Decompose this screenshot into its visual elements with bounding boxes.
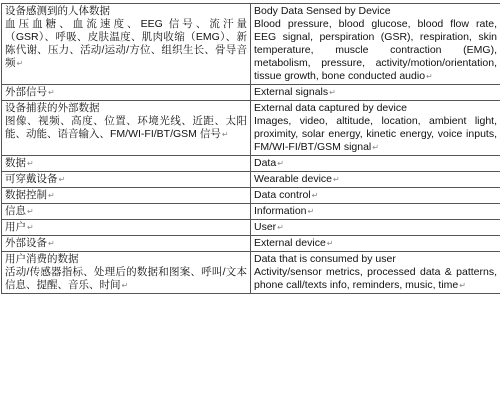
- cell-line: 设备感测到的人体数据: [5, 5, 110, 17]
- cell-line: External signals↵: [254, 86, 336, 98]
- english-cell: [251, 252, 500, 294]
- cell-line: Wearable device↵: [254, 173, 340, 185]
- chinese-cell: [2, 204, 251, 220]
- table-row: [2, 156, 500, 172]
- paragraph-mark-icon: ↵: [27, 223, 34, 232]
- cell-line: Data that is consumed by user: [254, 253, 396, 265]
- chinese-cell: [2, 85, 251, 101]
- chinese-cell: [2, 172, 251, 188]
- table-row: [2, 172, 500, 188]
- table-row: [2, 101, 500, 156]
- paragraph-mark-icon: ↵: [48, 88, 55, 97]
- cell-line: External data captured by device: [254, 102, 407, 114]
- chinese-cell: [2, 4, 251, 85]
- paragraph-mark-icon: ↵: [372, 143, 379, 152]
- chinese-cell: [2, 101, 251, 156]
- cell-line: 用户消费的数据: [5, 253, 79, 265]
- english-cell: [251, 172, 500, 188]
- table-row: [2, 85, 500, 101]
- english-cell: [251, 204, 500, 220]
- bilingual-term-table: [1, 3, 500, 294]
- cell-line: External device↵: [254, 237, 334, 249]
- paragraph-mark-icon: ↵: [48, 239, 55, 248]
- english-cell: [251, 85, 500, 101]
- cell-line: Body Data Sensed by Device: [254, 5, 391, 17]
- paragraph-mark-icon: ↵: [329, 88, 336, 97]
- table-row: [2, 236, 500, 252]
- paragraph-mark-icon: ↵: [27, 159, 34, 168]
- cell-line: 数据↵: [5, 157, 34, 169]
- paragraph-mark-icon: ↵: [307, 207, 315, 216]
- paragraph-mark-icon: ↵: [333, 175, 340, 184]
- chinese-cell: [2, 156, 251, 172]
- cell-line: Blood pressure, blood glucose, blood flow rate, EEG signal, perspiration (GSR), respiration, skin temperature, muscle contraction (EMG), metabolism, pressure, activity/motion/orientation, tissue growth, bone conducted audio↵: [254, 18, 497, 82]
- table-row: [2, 252, 500, 294]
- english-cell: [251, 156, 500, 172]
- paragraph-mark-icon: ↵: [459, 281, 466, 290]
- table-row: [2, 4, 500, 85]
- cell-line: 活动/传感器指标、处理后的数据和图案、呼叫/文本信息、提醒、音乐、时间↵: [5, 266, 247, 291]
- paragraph-mark-icon: ↵: [221, 130, 229, 139]
- cell-line: 血压血糖、血流速度、EEG 信号、流汗量（GSR）、呼吸、皮肤温度、肌肉收缩（EMG）、新陈代谢、压力、活动/运动/方位、组织生长、骨导音频↵: [5, 18, 247, 69]
- paragraph-mark-icon: ↵: [326, 239, 334, 248]
- cell-line: 设备捕获的外部数据: [5, 102, 100, 114]
- cell-line: Data↵: [254, 157, 284, 169]
- english-cell: [251, 4, 500, 85]
- paragraph-mark-icon: ↵: [311, 191, 319, 200]
- chinese-cell: [2, 188, 251, 204]
- paragraph-mark-icon: ↵: [27, 207, 34, 216]
- paragraph-mark-icon: ↵: [277, 159, 284, 168]
- paragraph-mark-icon: ↵: [121, 281, 129, 290]
- chinese-cell: [2, 220, 251, 236]
- cell-line: 数据控制↵: [5, 189, 55, 201]
- table-row: [2, 204, 500, 220]
- table-row: [2, 220, 500, 236]
- chinese-cell: [2, 252, 251, 294]
- english-cell: [251, 236, 500, 252]
- cell-line: Images, video, altitude, location, ambient light, proximity, solar energy, kinetic energy, voice inputs, FM/WI-FI/BT/GSM signal↵: [254, 115, 497, 153]
- cell-line: Activity/sensor metrics, processed data & patterns, phone call/texts info, reminders, music, time↵: [254, 266, 497, 291]
- cell-line: 可穿戴设备↵: [5, 173, 66, 185]
- paragraph-mark-icon: ↵: [48, 191, 55, 200]
- english-cell: [251, 188, 500, 204]
- paragraph-mark-icon: ↵: [426, 72, 433, 81]
- cell-line: 图像、视频、高度、位置、环境光线、近距、太阳能、动能、语音输入、FM/WI-FI/BT/GSM 信号↵: [5, 115, 247, 140]
- cell-line: 外部设备↵: [5, 237, 55, 249]
- cell-line: User↵: [254, 221, 284, 233]
- paragraph-mark-icon: ↵: [277, 223, 284, 232]
- paragraph-mark-icon: ↵: [16, 59, 24, 68]
- cell-line: Data control↵: [254, 189, 319, 201]
- cell-line: 信息↵: [5, 205, 34, 217]
- cell-line: 外部信号↵: [5, 86, 55, 98]
- english-cell: [251, 101, 500, 156]
- cell-line: 用户↵: [5, 221, 34, 233]
- english-cell: [251, 220, 500, 236]
- chinese-cell: [2, 236, 251, 252]
- table-row: [2, 188, 500, 204]
- paragraph-mark-icon: ↵: [58, 175, 66, 184]
- cell-line: Information↵: [254, 205, 315, 217]
